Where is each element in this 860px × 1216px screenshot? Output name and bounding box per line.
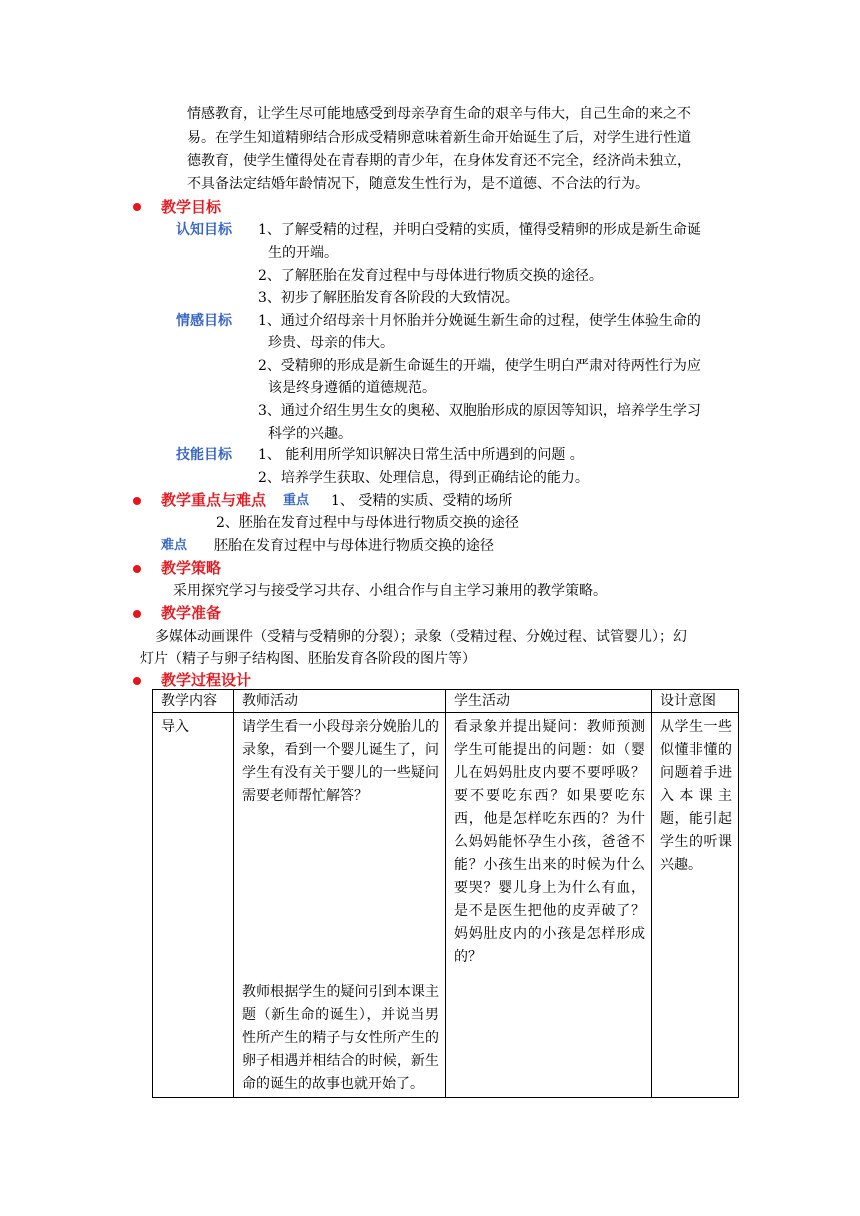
section-objectives: 教学目标 xyxy=(161,198,222,216)
skill-item-2: 2、培养学生获取、处理信息，得到正确结论的能力。 xyxy=(258,470,589,486)
strategy-text: 采用探究学习与接受学习共存、小组合作与自主学习兼用的教学策略。 xyxy=(173,583,607,599)
section-strategy: 教学策略 xyxy=(161,559,222,577)
cognitive-item-2: 2、了解胚胎在发育过程中与母体进行物质交换的途径。 xyxy=(258,268,603,284)
key-point-item-2: 2、胚胎在发育过程中与母体进行物质交换的途径 xyxy=(216,515,519,531)
preparation-line-2: 灯片（精子与卵子结构图、胚胎发育各阶段的图片等） xyxy=(140,651,476,667)
intro-line-4: 不具备法定结婚年龄情况下，随意发生性行为，是不道德、不合法的行为。 xyxy=(187,176,649,192)
cell-intent: 从学生一些似懂非懂的问题着手进入本课主题，能引起学生的听课兴趣。 xyxy=(652,713,739,1098)
cell-student: 看录象并提出疑问：教师预测学生可能提出的问题：如（婴儿在妈妈肚皮内要不要呼吸？要不要吃东西？如果要吃东西，他是怎样吃东西的？为什么妈妈能怀孕生小孩，爸爸不能？小孩生出来的时候为什么要哭？婴儿身上为什么有血，是不是医生把他的皮弄破了？妈妈肚皮内的小孩是怎样形成的？ xyxy=(446,713,652,1098)
bullet-icon xyxy=(133,565,141,573)
header-intent: 设计意图 xyxy=(652,690,739,713)
emotional-item-3: 3、通过介绍生男生女的奥秘、双胞胎形成的原因等知识，培养学生学习 xyxy=(258,403,701,419)
skill-item-1: 1、 能利用所学知识解决日常生活中所遇到的问题 。 xyxy=(258,447,584,463)
key-point-label: 重点 xyxy=(283,493,310,508)
cognitive-item-3: 3、初步了解胚胎发育各阶段的大致情况。 xyxy=(258,290,519,306)
header-student: 学生活动 xyxy=(446,690,652,713)
emotional-label: 情感目标 xyxy=(176,313,232,329)
section-process: 教学过程设计 xyxy=(161,671,252,689)
cognitive-label: 认知目标 xyxy=(176,222,232,238)
table-header-row xyxy=(153,690,739,713)
preparation-line-1: 多媒体动画课件（受精与受精卵的分裂）；录象（受精过程、分娩过程、试管婴儿）；幻 xyxy=(155,629,687,645)
header-teacher: 教师活动 xyxy=(234,690,446,713)
cell-teacher xyxy=(234,713,446,1098)
header-content: 教学内容 xyxy=(153,690,234,713)
emotional-item-3-cont: 科学的兴趣。 xyxy=(268,426,352,442)
teacher-activity-1: 请学生看一小段母亲分娩胎儿的录象，看到一个婴儿诞生了，问学生有没有关于婴儿的一些疑问需要老师帮忙解答？ xyxy=(242,719,439,804)
intro-line-3: 德教育，使学生懂得处在青春期的青少年，在身体发育还不完全，经济尚未独立， xyxy=(187,153,691,169)
table-row xyxy=(153,713,739,1098)
cell-content: 导入 xyxy=(153,713,234,1098)
difficulty-text: 胚胎在发育过程中与母体进行物质交换的途径 xyxy=(214,538,494,554)
intro-line-1: 情感教育，让学生尽可能地感受到母亲孕育生命的艰辛与伟大，自己生命的来之不 xyxy=(187,106,691,122)
cognitive-item-1-cont: 生的开端。 xyxy=(268,245,338,261)
bullet-icon xyxy=(133,203,141,211)
emotional-item-1: 1、通过介绍母亲十月怀胎并分娩诞生新生命的过程，使学生体验生命的 xyxy=(258,313,701,329)
teacher-activity-2: 教师根据学生的疑问引到本课主题（新生命的诞生），并说当男性所产生的精子与女性所产生的卵子相遇并相结合的时候，新生命的诞生的故事也就开始了。 xyxy=(242,984,439,1092)
bullet-icon xyxy=(133,677,141,685)
difficulty-label: 难点 xyxy=(161,538,188,553)
key-point-item-1: 1、 受精的实质、受精的场所 xyxy=(331,493,513,509)
intro-line-2: 易。在学生知道精卵结合形成受精卵意味着新生命开始诞生了后，对学生进行性道 xyxy=(187,130,691,146)
emotional-item-2-cont: 该是终身遵循的道德规范。 xyxy=(268,380,436,396)
section-key-points: 教学重点与难点 xyxy=(161,491,267,509)
bullet-icon xyxy=(133,497,141,505)
skill-label: 技能目标 xyxy=(176,447,232,463)
cognitive-item-1: 1、了解受精的过程，并明白受精的实质，懂得受精卵的形成是新生命诞 xyxy=(258,222,701,238)
section-preparation: 教学准备 xyxy=(161,604,222,622)
emotional-item-1-cont: 珍贵、母亲的伟大。 xyxy=(268,335,394,351)
process-table xyxy=(152,689,739,1098)
bullet-icon xyxy=(133,610,141,618)
emotional-item-2: 2、受精卵的形成是新生命诞生的开端，使学生明白严肃对待两性行为应 xyxy=(258,358,701,374)
